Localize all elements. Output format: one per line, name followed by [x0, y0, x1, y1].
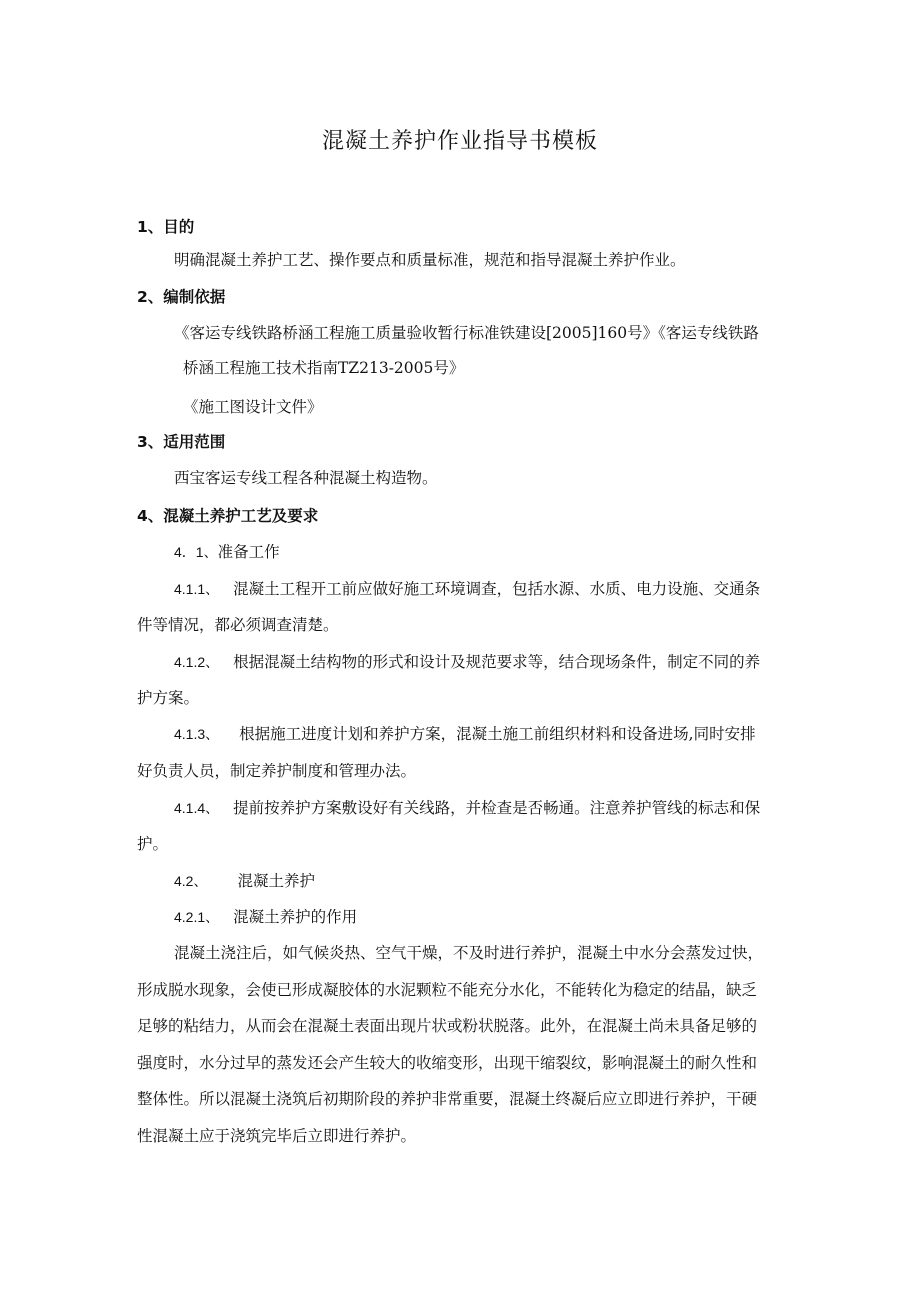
document-title: 混凝土养护作业指导书模板	[321, 129, 598, 154]
subsection-4-2-number: 4.2、	[174, 873, 208, 889]
subsection-4-2-label: 混凝土养护	[237, 872, 315, 890]
section-2-heading: 2、编制依据	[137, 288, 226, 306]
section-3-heading: 3、适用范围	[137, 433, 226, 451]
paragraph-line-2: 形成脱水现象，会使已形成凝胶体的水泥颗粒不能充分水化，不能转化为稳定的结晶，缺乏	[137, 981, 758, 999]
item-4-1-1-line-1	[174, 579, 760, 599]
item-4-1-1-number: 4.1.1、	[174, 581, 220, 597]
item-4-1-2-text: 根据混凝土结构物的形式和设计及规范要求等，结合现场条件，制定不同的养	[233, 653, 761, 671]
item-4-1-4-line-1	[174, 798, 760, 818]
section-3-text: 西宝客运专线工程各种混凝土构造物。	[174, 469, 438, 487]
item-4-1-3-number: 4.1.3、	[174, 726, 220, 742]
paragraph-line-3: 足够的粘结力，从而会在混凝土表面出现片状或粉状脱落。此外，在混凝土尚未具备足够的	[137, 1017, 758, 1035]
reference-2: 《施工图设计文件》	[183, 398, 323, 416]
item-4-1-4-number: 4.1.4、	[174, 800, 220, 816]
item-4-1-3-line-1	[174, 724, 756, 744]
paragraph-line-1: 混凝土浇注后，如气候炎热、空气干燥，不及时进行养护，混凝土中水分会蒸发过快，	[174, 944, 764, 962]
item-4-2-1-label: 混凝土养护的作用	[233, 908, 358, 926]
reference-1-line-2: 桥涵工程施工技术指南TZ213-2005号》	[183, 359, 465, 377]
subsection-4-1-label: 准备工作	[217, 543, 280, 561]
section-1-text: 明确混凝土养护工艺、操作要点和质量标准，规范和指导混凝土养护作业。	[174, 251, 686, 269]
item-4-2-1-number: 4.2.1、	[174, 909, 220, 925]
item-4-1-2-line-1	[174, 652, 760, 672]
item-4-1-2-line-2: 护方案。	[137, 689, 200, 707]
paragraph-line-4: 强度时，水分过早的蒸发还会产生较大的收缩变形，出现干缩裂纹，影响混凝土的耐久性和	[137, 1054, 758, 1072]
subsection-4-2	[174, 871, 315, 891]
item-4-1-3-line-2: 好负责人员，制定养护制度和管理办法。	[137, 762, 417, 780]
subsection-4-1	[174, 542, 280, 562]
subsection-4-1-number: 4．1、	[174, 544, 218, 560]
section-1-heading: 1、目的	[137, 218, 195, 236]
paragraph-line-6: 性混凝土应于浇筑完毕后立即进行养护。	[137, 1127, 417, 1145]
section-4-heading: 4、混凝土养护工艺及要求	[137, 507, 319, 525]
item-4-1-4-text: 提前按养护方案敷设好有关线路，并检查是否畅通。注意养护管线的标志和保	[233, 799, 761, 817]
item-4-1-3-text: 根据施工进度计划和养护方案，混凝土施工前组织材料和设备进场,同时安排	[239, 725, 756, 743]
item-4-2-1	[174, 907, 357, 927]
paragraph-line-5: 整体性。所以混凝土浇筑后初期阶段的养护非常重要，混凝土终凝后应立即进行养护，干硬	[137, 1090, 758, 1108]
reference-1-line-1: 《客运专线铁路桥涵工程施工质量验收暂行标准铁建设[2005]160号》《客运专线铁路	[174, 324, 759, 342]
item-4-1-2-number: 4.1.2、	[174, 654, 220, 670]
item-4-1-1-line-2: 件等情况，都必须调查清楚。	[137, 616, 339, 634]
item-4-1-1-text: 混凝土工程开工前应做好施工环境调查，包括水源、水质、电力设施、交通条	[233, 580, 761, 598]
item-4-1-4-line-2: 护。	[137, 835, 169, 853]
